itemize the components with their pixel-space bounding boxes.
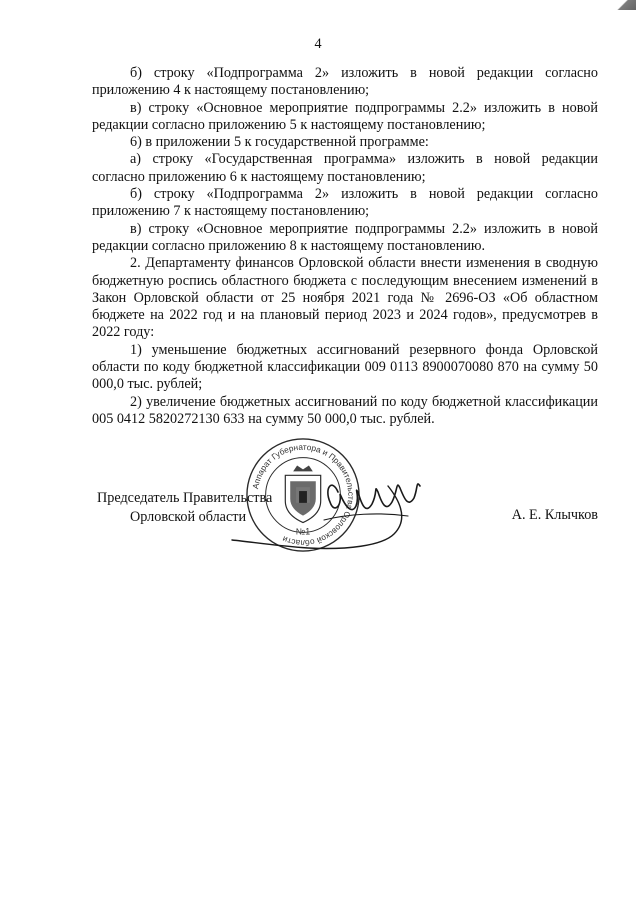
page-number: 4 <box>314 36 322 52</box>
document-body <box>92 65 598 428</box>
position-line1: Председатель Правительства <box>97 490 273 506</box>
signatory-position <box>97 489 272 527</box>
position-line2: Орловской области <box>130 509 247 525</box>
paragraph: в) строку «Основное мероприятие подпрограммы 2.2» изложить в новой редакции согласно приложению 5 к настоящему постановлению; <box>92 99 598 133</box>
paragraph: в) строку «Основное мероприятие подпрограммы 2.2» изложить в новой редакции согласно приложению 8 к настоящему постановлению. <box>92 220 598 254</box>
paragraph: б) строку «Подпрограмма 2» изложить в новой редакции согласно приложению 4 к настоящему постановлению; <box>92 65 598 99</box>
seal-number: №1 <box>295 526 311 537</box>
paragraph: б) строку «Подпрограмма 2» изложить в новой редакции согласно приложению 7 к настоящему постановлению; <box>92 186 598 220</box>
signer-name: А. Е. Клычков <box>511 507 598 523</box>
paragraph: 6) в приложении 5 к государственной программе: <box>130 134 429 151</box>
paragraph: 1) уменьшение бюджетных ассигнований резервного фонда Орловской области по коду бюджетной классификации 009 0113 8900070080 870 на сумму 50 000,0 тыс. рублей; <box>92 341 598 393</box>
paragraph: а) строку «Государственная программа» изложить в новой редакции согласно приложению 6 к настоящему постановлению; <box>92 151 598 185</box>
scan-corner-mark <box>614 0 636 10</box>
paragraph: 2) увеличение бюджетных ассигнований по коду бюджетной классификации 005 0412 5820272130 633 на сумму 50 000,0 тыс. рублей. <box>92 393 598 427</box>
seal-text: Аппарат Губернатора и Правительства Орловской области <box>251 442 356 548</box>
paragraph: 2. Департаменту финансов Орловской области внести изменения в сводную бюджетную роспись областного бюджета с последующим внесением изменений в Закон Орловской области от 25 ноября 2021 года № 2696-ОЗ «Об областном бюджете на 2022 год и на плановый период 2023 и 2024 годов», предусмотрев в 2022 году: <box>92 255 598 341</box>
